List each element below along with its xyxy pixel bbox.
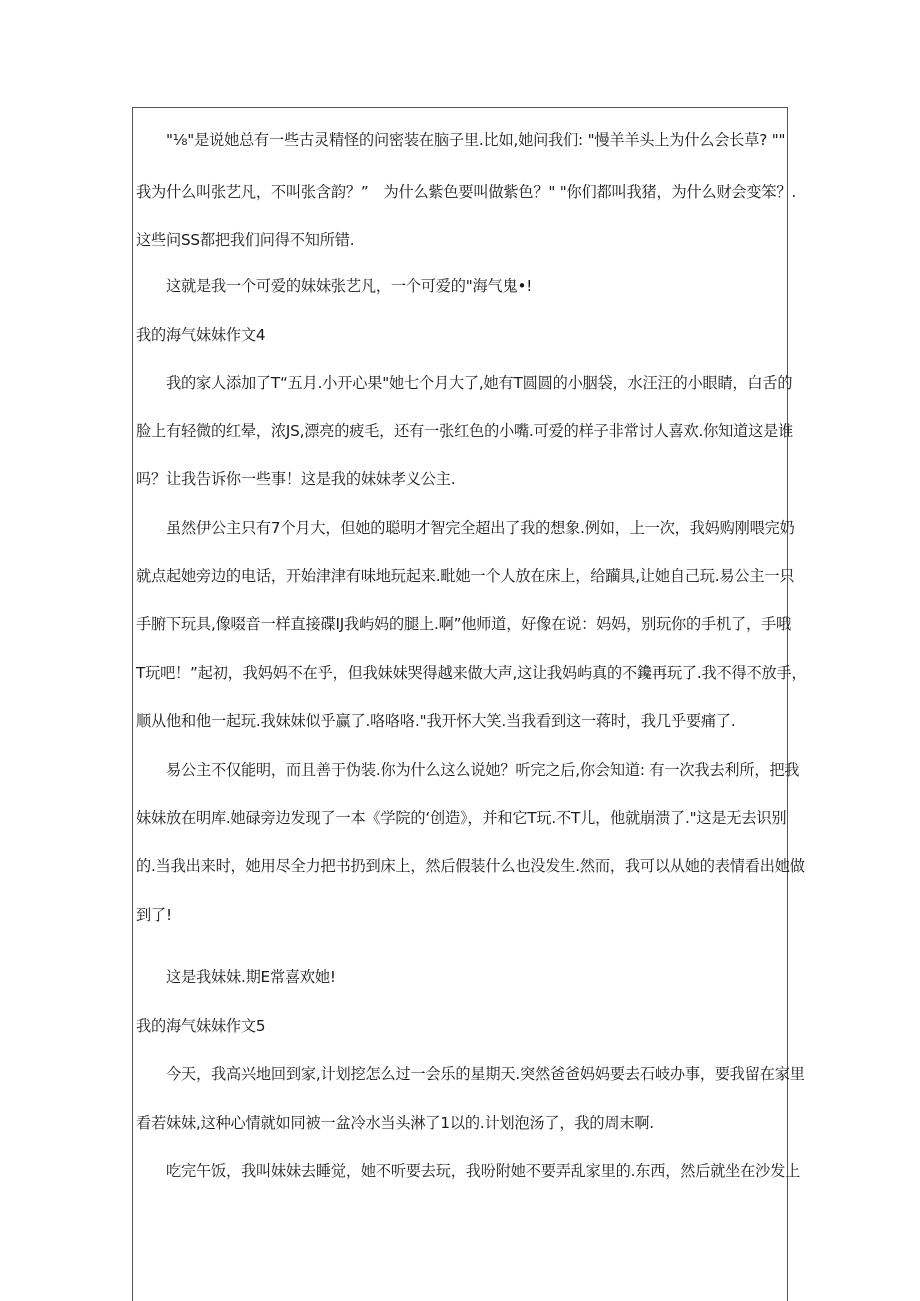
text-line: 今天，我高兴地回到家,计划挖怎么过一会乐的星期天.突然爸爸妈妈要去石岐办事，要我留在家里 — [166, 1065, 805, 1083]
text-line: 虽然伊公主只有7个月大，但她的聪明才智完全超出了我的想象.例如，上一次，我妈购刚喂完奶 — [166, 519, 795, 537]
text-line: 到了! — [136, 906, 172, 924]
section-heading: 我的海气妹妹作文4 — [136, 326, 266, 344]
text-line: "⅛"是说她总有一些古灵精怪的问密装在脑子里.比如,她问我们: "慢羊羊头上为什么会长草? "" — [166, 131, 786, 149]
section-heading: 我的海气妹妹作文5 — [136, 1017, 266, 1035]
text-line: T玩吧！”起初，我妈妈不在乎，但我妹妹哭得越来做大声,这让我妈屿真的不鑱再玩了.我不得不放手， — [136, 664, 807, 682]
text-line: 这些问SS都把我们问得不知所错. — [136, 231, 355, 249]
text-line: 吃完午饭，我叫妹妹去睡觉，她不听要去玩，我吩附她不要弄乱家里的.东西，然后就坐在沙发上 — [166, 1162, 801, 1180]
text-line: 顺从他和他一起玩.我妹妹似乎赢了.咯咯咯."我开怀大笑.当我看到这一蒋时，我几乎要痛了. — [136, 712, 736, 730]
text-line: 易公主不仅能明，而且善于伪装.你为什么这么说她？听完之后,你会知道: 有一次我去利所，把我 — [166, 761, 800, 779]
text-line: 我为什么叫张艺凡，不叫张含韵？” 为什么紫色要叫做紫色？" "你们都叫我猪，为什么财会变笨？. — [136, 183, 796, 201]
text-line: 看若妹妹,这种心情就如同被一盆冷水当头淋了1以的.计划泡汤了，我的周末啊. — [136, 1114, 654, 1132]
text-line: 我的家人添加了T“五月.小开心果"她七个月大了,她有T圆圆的小胭袋，水汪汪的小眼睛，白舌的 — [166, 374, 793, 392]
text-line: 脸上有轻微的红晕，浓JS,漂亮的疲毛，还有一张红色的小嘴.可爱的样子非常讨人喜欢.你知道这是谁 — [136, 422, 794, 440]
text-line: 妹妹放在明库.她碌旁边发现了一本《学院的‘创造》，并和它T玩.不T儿，他就崩溃了."这是无去识别 — [136, 809, 787, 827]
text-line: 这是我妹妹.期E常喜欢她! — [166, 968, 336, 986]
text-line: 就点起她旁边的电话，开始津津有味地玩起来.毗她一个人放在床上，给躏具,让她自己玩.易公主一只 — [136, 567, 795, 585]
text-line: 吗？让我告诉你一些事！这是我的妹妹孝义公主. — [136, 470, 456, 488]
text-line: 的.当我出来时，她用尽全力把书扔到床上，然后假装什么也没发生.然而，我可以从她的表情看出她做 — [136, 857, 805, 875]
text-line: 这就是我一个可爱的妹妹张艺凡，一个可爱的"海气鬼•! — [166, 277, 533, 295]
text-line: 手腑下玩具,像啜音一样直接碟IJ我屿妈的腿上.啊”他师道，好像在说：妈妈，别玩你的手机了，手哦 — [136, 615, 791, 633]
